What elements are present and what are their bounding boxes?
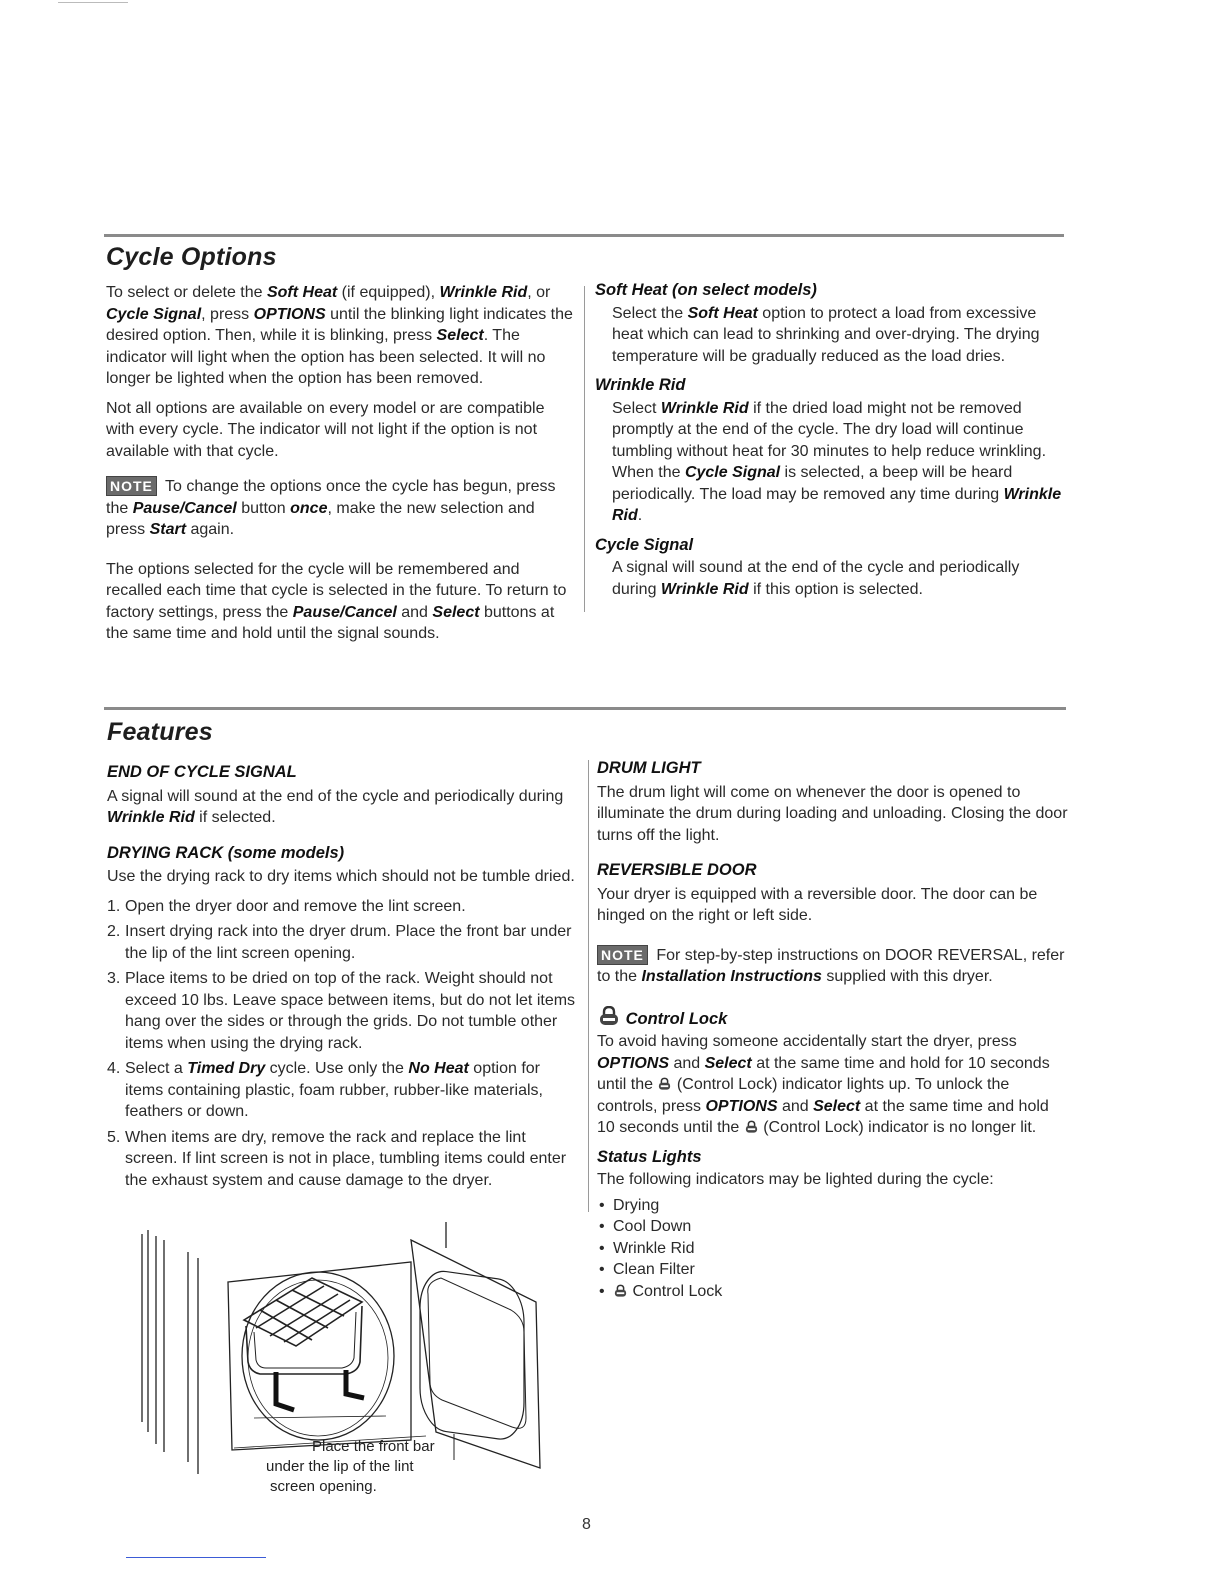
soft-heat-text: Select the Soft Heat option to protect a load from excessive heat which can lead to shrinking and over-drying. The drying temperature will be gradually reduced as the load dries. [612, 304, 1040, 365]
list-item: 1. Open the dryer door and remove the lint screen. [107, 897, 466, 915]
status-lights-heading: Status Lights [597, 1147, 702, 1166]
end-of-cycle-signal-heading: END OF CYCLE SIGNAL [107, 763, 297, 781]
cycle-options-title: Cycle Options [106, 243, 277, 271]
wrinkle-rid-text: Select Wrinkle Rid if the dried load might not be removed promptly at the end of the cycle. The dry load will continue tumbling without heat for 30 minutes to help reduce wrinkling. When the Cycle Signal is selected, a beep will be heard periodically. The load may be removed any time during Wrinkle Rid. [612, 399, 1062, 524]
soft-heat-heading: Soft Heat (on select models) [595, 281, 817, 299]
illustration-caption: Place the front bar under the lip of the lint screen opening. [266, 1438, 435, 1495]
page-number: 8 [582, 1516, 591, 1533]
drying-rack-steps [107, 896, 577, 1192]
note-badge: NOTE [106, 476, 157, 496]
scan-artifact-top [58, 2, 128, 3]
features-title: Features [107, 718, 213, 746]
control-lock-heading: Control Lock [597, 1006, 1069, 1031]
note-badge: NOTE [597, 945, 648, 965]
list-item: 2. Insert drying rack into the dryer drum. Place the front bar under the lip of the lint screen opening. [107, 923, 572, 962]
reversible-door-heading: REVERSIBLE DOOR [597, 861, 757, 879]
features-right-column [597, 748, 1069, 1302]
wrinkle-rid-heading: Wrinkle Rid [595, 376, 686, 394]
drying-rack-text: Use the drying rack to dry items which should not be tumble dried. [107, 868, 575, 885]
drum-light-heading: DRUM LIGHT [597, 759, 701, 777]
list-item: 4. Select a Timed Dry cycle. Use only the No Heat option for items containing plastic, foam rubber, rubber-like materials, feathers or down. [107, 1060, 543, 1120]
cycle-options-left-column [106, 282, 576, 653]
cycle-options-intro: To select or delete the Soft Heat (if equipped), Wrinkle Rid, or Cycle Signal, press OPTIONS until the blinking light indicates the desired option. Then, while it is blinking, press Select. The indicator will light when the option has been selected. It will no longer be lighted when the option has been removed. [106, 284, 573, 387]
cycle-options-divider [584, 286, 585, 612]
drying-rack-heading: DRYING RACK (some models) [107, 843, 345, 862]
lock-icon [744, 1120, 759, 1134]
cycle-options-rule [104, 234, 1064, 237]
drum-light-text: The drum light will come on whenever the door is opened to illuminate the drum during loading and unloading. Closing the door turns off the light. [597, 783, 1068, 844]
features-left-column [107, 752, 577, 1195]
end-of-cycle-signal-text: A signal will sound at the end of the cycle and periodically during Wrinkle Rid if selected. [107, 787, 564, 826]
list-item: • Wrinkle Rid [597, 1238, 1069, 1260]
features-divider [588, 760, 589, 1212]
lock-icon [657, 1077, 672, 1091]
features-rule [104, 707, 1066, 710]
list-item: 3. Place items to be dried on top of the rack. Weight should not exceed 10 lbs. Leave space between items, but do not let items hang over the sides or through the grids. Do not tumble other items when using the drying rack. [107, 970, 576, 1052]
list-item: • Drying [597, 1195, 1069, 1217]
list-item: • Cool Down [597, 1216, 1069, 1238]
cycle-signal-heading: Cycle Signal [595, 535, 694, 554]
control-lock-text: To avoid having someone accidentally start the dryer, press OPTIONS and Select at the same time and hold for 10 seconds until the (Control Lock) indicator lights up. To unlock the controls, press OPTIONS and Select at the same time and hold 10 seconds until the (Control Lock) indicator is no longer lit. [597, 1033, 1050, 1136]
cycle-options-right-column [595, 280, 1065, 608]
note-door-reversal: NOTE For step-by-step instructions on DOOR REVERSAL, refer to the Installation Instructions supplied with this dryer. [597, 946, 1065, 985]
note-change-options: NOTE To change the options once the cycle has begun, press the Pause/Cancel button once, make the new selection and press Start again. [106, 478, 556, 538]
lock-icon [613, 1284, 628, 1298]
scan-artifact-bottom [126, 1557, 266, 1558]
remember-options-paragraph: The options selected for the cycle will be remembered and recalled each time that cycle is selected in the future. To return to factory settings, press the Pause/Cancel and Select buttons at the same time and hold until the signal sounds. [106, 560, 567, 642]
lock-icon [597, 1006, 621, 1026]
list-item: • Clean Filter [597, 1259, 1069, 1281]
reversible-door-text: Your dryer is equipped with a reversible door. The door can be hinged on the right or left side. [597, 885, 1038, 924]
cycle-signal-text: A signal will sound at the end of the cycle and periodically during Wrinkle Rid if this option is selected. [612, 559, 1020, 598]
status-lights-text: The following indicators may be lighted during the cycle: [597, 1171, 994, 1188]
status-lights-list [597, 1195, 1069, 1303]
list-item: 5. When items are dry, remove the rack and replace the lint screen. If lint screen is not in place, tumbling items could enter the exhaust system and cause damage to the dryer. [107, 1128, 567, 1189]
list-item: • Control Lock [597, 1281, 1069, 1303]
not-all-options-paragraph: Not all options are available on every model or are compatible with every cycle. The indicator will not light if the option is not available with that cycle. [106, 399, 545, 460]
